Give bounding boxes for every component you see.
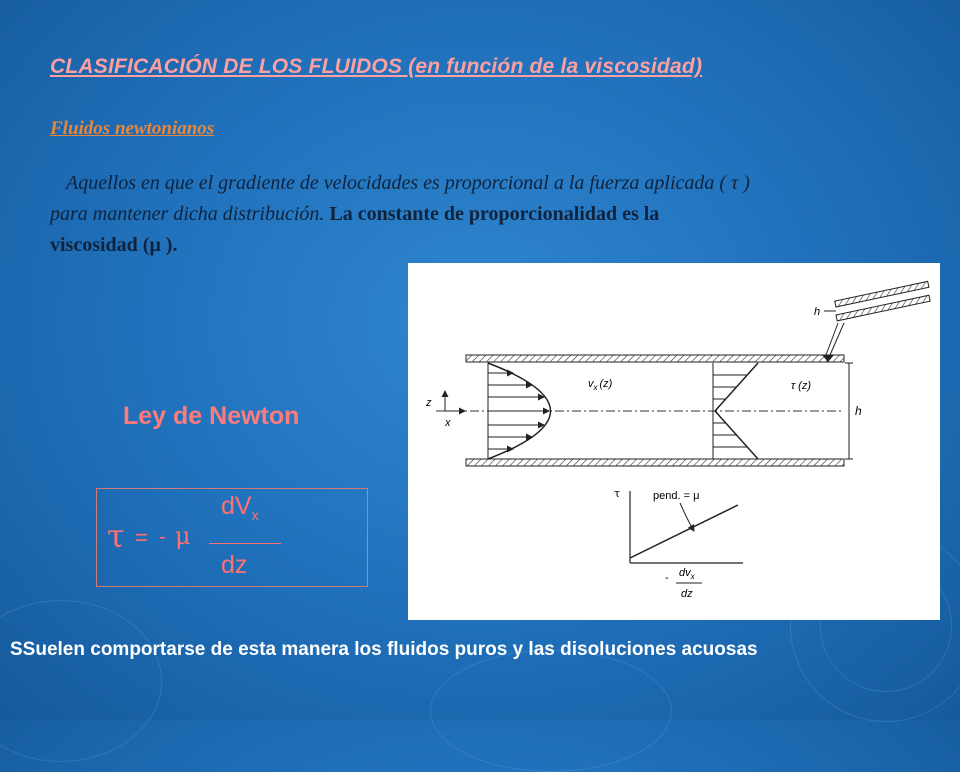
label-dz: dz [681,588,693,600]
top-wall [466,355,844,362]
newton-formula [96,488,368,587]
formula-numerator: $dV_x$ [221,492,259,523]
viscosity-diagram [408,263,940,620]
magnified-inset [822,281,930,362]
section-subtitle: Fluidos newtonianos [50,118,215,139]
bottom-wall [466,459,844,466]
formula-equals: = [135,525,148,550]
label-slope: pend. = μ [653,490,700,502]
formula-denominator: dz [221,551,248,579]
fraction-bar [209,543,281,544]
label-tau-z: τ (z) [791,380,811,392]
formula-minus: - [159,526,166,548]
definition-paragraph [50,168,750,261]
slide-title: CLASIFICACIÓN DE LOS FLUIDOS (en función de la viscosidad) [50,55,703,78]
background-ripple [0,600,162,762]
slope-pointer [680,503,694,531]
diagram-svg [408,263,940,620]
label-vx: $v_x$ (z) [588,378,613,392]
graph-line [630,505,738,558]
background-ripple [430,650,672,772]
law-label: Ley de Newton [123,402,300,430]
formula-tau: τ [107,517,125,555]
formula-mu: μ [175,522,191,550]
label-x: x [445,417,451,429]
definition-italic: Aquellos en que el gradiente de velocidades es proporcional a la fuerza aplicada ( τ ) para mantener dicha distribución. [50,172,750,225]
definition-bold: La constante de proporcionalidad es la viscosidad (μ ). [50,203,660,256]
footer-note: SSuelen comportarse de esta manera los fluidos puros y las disoluciones acuosas [10,639,758,660]
velocity-arrows [488,373,549,449]
label-dvx: $dv_x$ [679,567,695,581]
label-z: z [426,397,432,409]
label-tau-axis: τ [614,487,621,500]
label-h: h [855,404,862,418]
label-minus: - [665,572,669,584]
label-h-inset: h [814,306,821,318]
